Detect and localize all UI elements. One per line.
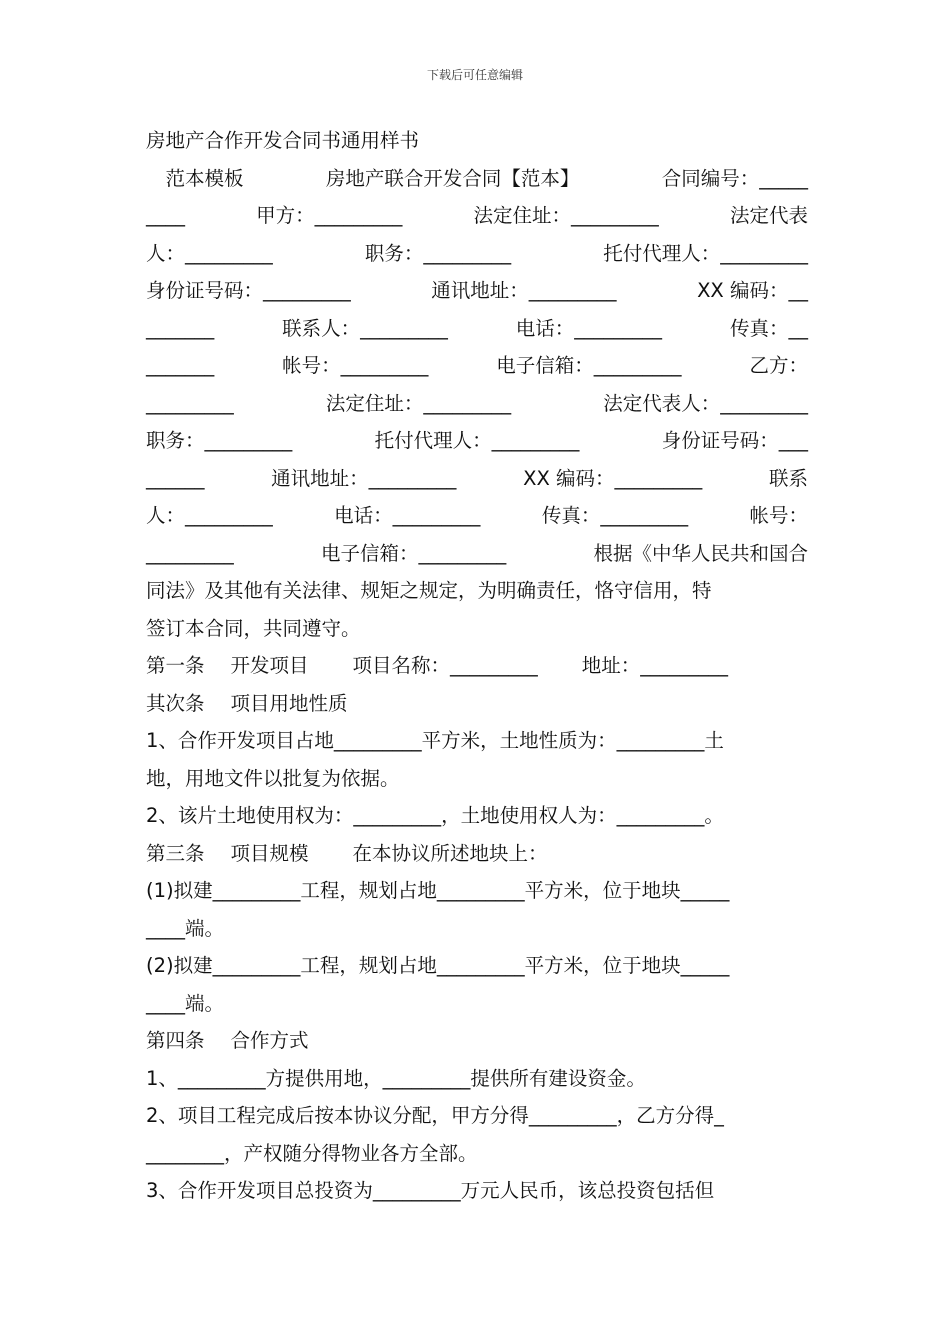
text-segment: _______ (146, 316, 215, 340)
text-segment: 房地产合作开发合同书通用样书 (146, 129, 420, 152)
text-segment: _________ (146, 391, 234, 415)
text-segment: 第四条 (146, 1029, 205, 1052)
text-line (146, 497, 808, 535)
text-segment: 通讯地址：_________ (271, 466, 457, 490)
text-segment: (1)拟建_________工程，规划占地_________平方米，位于地块_____ (146, 879, 730, 902)
text-line (146, 685, 808, 723)
text-segment: 甲方：_________ (256, 204, 403, 227)
text-segment: 在本协议所述地块上： (352, 841, 548, 865)
text-segment: XX 编码：__ (697, 279, 808, 302)
text-segment: 项目名称：_________ (352, 654, 538, 677)
text-line (146, 910, 808, 948)
text-line (146, 1097, 808, 1135)
text-line (146, 947, 808, 985)
text-segment: 第一条 (146, 654, 205, 677)
text-segment: 合同编号：_____ (661, 166, 808, 190)
text-segment: ______ (146, 466, 205, 490)
text-segment: 1、_________方提供用地，_________提供所有建设资金。 (146, 1066, 646, 1090)
text-segment: ________，产权随分得物业各方全部。 (146, 1141, 478, 1165)
text-segment: _______ (146, 354, 215, 377)
text-segment: 开发项目 (230, 654, 309, 677)
text-segment: 电子信箱：_________ (496, 354, 682, 377)
text-line (146, 797, 808, 835)
text-line (146, 460, 808, 498)
text-segment: 帐号： (749, 504, 808, 527)
text-segment: 联系人：_________ (282, 316, 448, 340)
text-segment: 房地产联合开发合同【范本】 (325, 166, 580, 190)
text-segment: 职务：_________ (146, 429, 293, 452)
text-segment: 联系 (768, 466, 808, 490)
text-segment: 电话：_________ (515, 316, 663, 340)
text-segment: 法定住址：_________ (325, 391, 512, 415)
text-line (146, 1172, 808, 1210)
text-line (146, 572, 808, 610)
text-line (146, 1135, 808, 1173)
text-segment: 法定代表 (729, 204, 808, 227)
text-segment: 身份证号码：___ (661, 429, 808, 452)
text-segment: 人：_________ (146, 504, 273, 527)
text-segment: 地，用地文件以批复为依据。 (146, 766, 400, 790)
text-line (146, 272, 808, 310)
text-segment: 3、合作开发项目总投资为_________万元人民币，该总投资包括但 (146, 1179, 715, 1202)
text-line (146, 310, 808, 348)
header-note: 下载后可任意编辑 (426, 68, 523, 82)
text-segment: 项目规模 (230, 841, 309, 865)
text-line (146, 422, 808, 460)
text-line (146, 535, 808, 573)
text-line (146, 610, 808, 648)
text-segment: 法定住址：_________ (473, 204, 659, 227)
text-segment: ____端。 (146, 991, 225, 1015)
text-line (146, 722, 808, 760)
document-body (146, 122, 808, 1210)
text-segment: 同法》及其他有关法律、规矩之规定，为明确责任，恪守信用，特 (146, 579, 712, 602)
text-segment: 传真：_________ (541, 504, 689, 527)
text-segment: 1、合作开发项目占地_________平方米，土地性质为：_________土 (146, 729, 724, 752)
text-segment: 地址：_________ (581, 654, 729, 677)
text-line (146, 647, 808, 685)
text-segment: 范本模板 (146, 166, 244, 190)
text-segment: XX 编码：_________ (523, 466, 703, 490)
text-segment: 电话：_________ (334, 504, 481, 527)
text-segment: 其次条 (146, 691, 205, 715)
text-segment: 传真：__ (729, 316, 808, 340)
text-segment: _________ (146, 541, 234, 565)
text-segment: 2、项目工程完成后按本协议分配，甲方分得_________，乙方分得_ (146, 1104, 724, 1127)
text-segment: 托付代理人：_________ (374, 429, 580, 452)
text-segment: 电子信箱：_________ (320, 541, 507, 565)
text-line (146, 872, 808, 910)
text-line (146, 160, 808, 198)
text-line (146, 235, 808, 273)
text-segment: 职务：_________ (364, 241, 512, 265)
text-line (146, 760, 808, 798)
text-line (146, 835, 808, 873)
text-segment: 身份证号码：_________ (146, 279, 351, 302)
text-line (146, 197, 808, 235)
text-segment: 人：_________ (146, 241, 273, 265)
text-segment: 乙方： (749, 354, 808, 377)
text-segment: 通讯地址：_________ (431, 279, 617, 302)
text-segment: 2、该片土地使用权为：_________，土地使用权人为：_________。 (146, 804, 724, 827)
text-line (146, 385, 808, 423)
text-line (146, 122, 808, 160)
text-line (146, 1060, 808, 1098)
text-segment: 第三条 (146, 841, 205, 865)
text-segment: 帐号：_________ (282, 354, 429, 377)
text-line (146, 985, 808, 1023)
text-segment: 托付代理人：_________ (603, 241, 808, 265)
text-line (146, 347, 808, 385)
text-segment: 签订本合同，共同遵守。 (146, 616, 361, 640)
text-segment: 项目用地性质 (230, 691, 348, 715)
text-segment: (2)拟建_________工程，规划占地_________平方米，位于地块_____ (146, 954, 730, 977)
text-segment: 合作方式 (230, 1029, 309, 1052)
text-segment: 法定代表人：_________ (603, 391, 808, 415)
text-segment: ____ (146, 204, 185, 227)
text-segment: 根据《中华人民共和国合 (593, 541, 808, 565)
text-line (146, 1022, 808, 1060)
text-segment: ____端。 (146, 916, 225, 940)
